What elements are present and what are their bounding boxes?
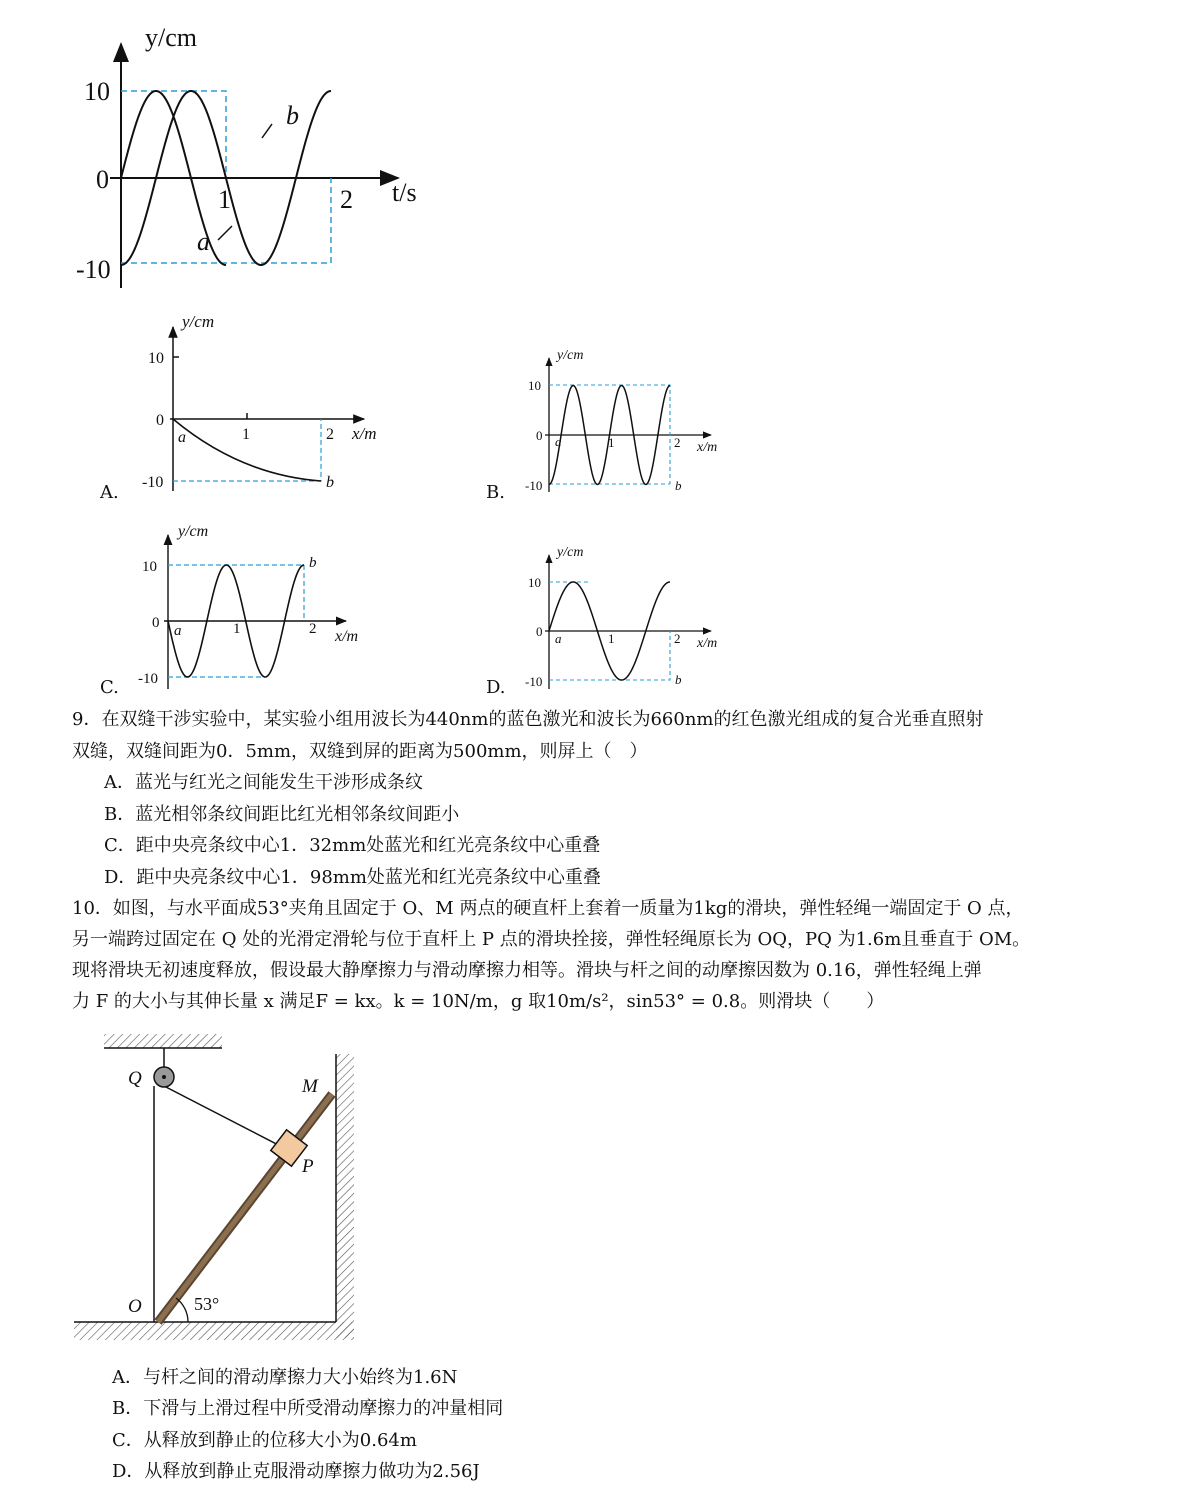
option-d-letter: D.	[486, 677, 506, 698]
q9-option-a: A．蓝光与红光之间能发生干涉形成条纹	[104, 772, 423, 793]
svg-text:a: a	[174, 623, 182, 639]
label-o: O	[128, 1296, 142, 1317]
option-a-letter: A.	[100, 482, 119, 503]
svg-text:b: b	[675, 478, 682, 493]
svg-text:a: a	[555, 631, 562, 646]
option-c-graph	[130, 515, 380, 697]
main-ytick-10: 10	[84, 77, 110, 106]
svg-text:b: b	[309, 555, 317, 571]
main-ytick-m10: -10	[76, 255, 111, 284]
svg-text:y/cm: y/cm	[178, 523, 209, 540]
main-xtick-2: 2	[340, 185, 353, 214]
option-b-letter: B.	[486, 482, 505, 503]
main-xtick-1: 1	[218, 185, 231, 214]
svg-text:-10: -10	[142, 474, 164, 491]
svg-text:b: b	[675, 672, 682, 687]
svg-text:x/m: x/m	[352, 424, 377, 443]
svg-text:-10: -10	[138, 671, 158, 687]
q9-line1: 9．在双缝干涉实验中，某实验小组用波长为440nm的蓝色激光和波长为660nm的红色激光组成的复合光垂直照射	[72, 709, 984, 730]
q9-option-c: C．距中央亮条纹中心1．32mm处蓝光和红光亮条纹中心重叠	[104, 835, 601, 856]
svg-text:2: 2	[674, 435, 681, 450]
svg-text:0: 0	[152, 615, 160, 631]
svg-text:x/m: x/m	[335, 628, 359, 645]
svg-text:x/m: x/m	[697, 636, 718, 651]
svg-text:a: a	[178, 429, 186, 446]
q10-line2: 另一端跨过固定在 Q 处的光滑定滑轮与位于直杆上 P 点的滑块拴接，弹性轻绳原长为 OQ，PQ 为1.6m且垂直于 OM。	[72, 929, 1031, 950]
svg-text:1: 1	[608, 631, 615, 646]
q9-line2: 双缝，双缝间距为0．5mm，双缝到屏的距离为500mm，则屏上（ ）	[72, 741, 648, 762]
option-d-graph	[515, 537, 745, 697]
svg-text:0: 0	[156, 412, 164, 429]
label-q: Q	[128, 1068, 142, 1089]
svg-text:b: b	[326, 474, 334, 491]
svg-text:1: 1	[233, 621, 241, 637]
q10-option-a: A．与杆之间的滑动摩擦力大小始终为1.6N	[112, 1367, 458, 1388]
q10-line4: 力 F 的大小与其伸长量 x 满足F = kx。k = 10N/m，g 取10m/s²，sin53° = 0.8。则滑块（ ）	[72, 991, 885, 1012]
svg-text:0: 0	[536, 624, 543, 639]
main-ytick-0: 0	[96, 165, 109, 194]
svg-text:0: 0	[536, 428, 543, 443]
option-c-letter: C.	[100, 677, 119, 698]
label-angle: 53°	[194, 1294, 220, 1314]
option-a-graph	[130, 305, 400, 500]
svg-text:10: 10	[148, 350, 164, 367]
q10-line1: 10．如图，与水平面成53°夹角且固定于 O、M 两点的硬直杆上套着一质量为1kg的滑块，弹性轻绳一端固定于 O 点，	[72, 898, 1024, 919]
svg-text:a: a	[555, 434, 562, 449]
curve-a-label: a	[197, 227, 210, 256]
main-xlabel: t/s	[392, 178, 417, 207]
q10-option-c: C．从释放到静止的位移大小为0.64m	[112, 1430, 417, 1451]
option-b-graph	[515, 340, 745, 500]
q10-option-b: B．下滑与上滑过程中所受滑动摩擦力的冲量相同	[112, 1398, 504, 1419]
svg-text:-10: -10	[525, 478, 543, 493]
svg-text:y/cm: y/cm	[557, 545, 584, 560]
svg-text:y/cm: y/cm	[557, 348, 584, 363]
svg-text:-10: -10	[525, 674, 543, 689]
main-ylabel: y/cm	[145, 23, 197, 52]
svg-text:y/cm: y/cm	[182, 312, 215, 331]
svg-text:1: 1	[608, 435, 615, 450]
rod-slider-figure	[60, 1020, 370, 1345]
q10-line3: 现将滑块无初速度释放，假设最大静摩擦力与滑动摩擦力相等。滑块与杆之间的动摩擦因数为 0.16，弹性轻绳上弹	[72, 960, 982, 981]
svg-text:2: 2	[326, 426, 334, 443]
svg-text:2: 2	[309, 621, 317, 637]
svg-text:10: 10	[142, 559, 157, 575]
svg-text:2: 2	[674, 631, 681, 646]
svg-text:10: 10	[528, 378, 541, 393]
svg-text:10: 10	[528, 575, 541, 590]
label-m: M	[302, 1076, 318, 1097]
q9-option-d: D．距中央亮条纹中心1．98mm处蓝光和红光亮条纹中心重叠	[104, 867, 601, 888]
svg-text:x/m: x/m	[697, 440, 718, 455]
label-p: P	[302, 1156, 314, 1177]
main-wave-graph	[0, 0, 460, 300]
q9-option-b: B．蓝光相邻条纹间距比红光相邻条纹间距小	[104, 804, 460, 825]
svg-text:1: 1	[242, 426, 250, 443]
curve-b-label: b	[286, 101, 299, 130]
q10-option-d: D．从释放到静止克服滑动摩擦力做功为2.56J	[112, 1461, 480, 1482]
